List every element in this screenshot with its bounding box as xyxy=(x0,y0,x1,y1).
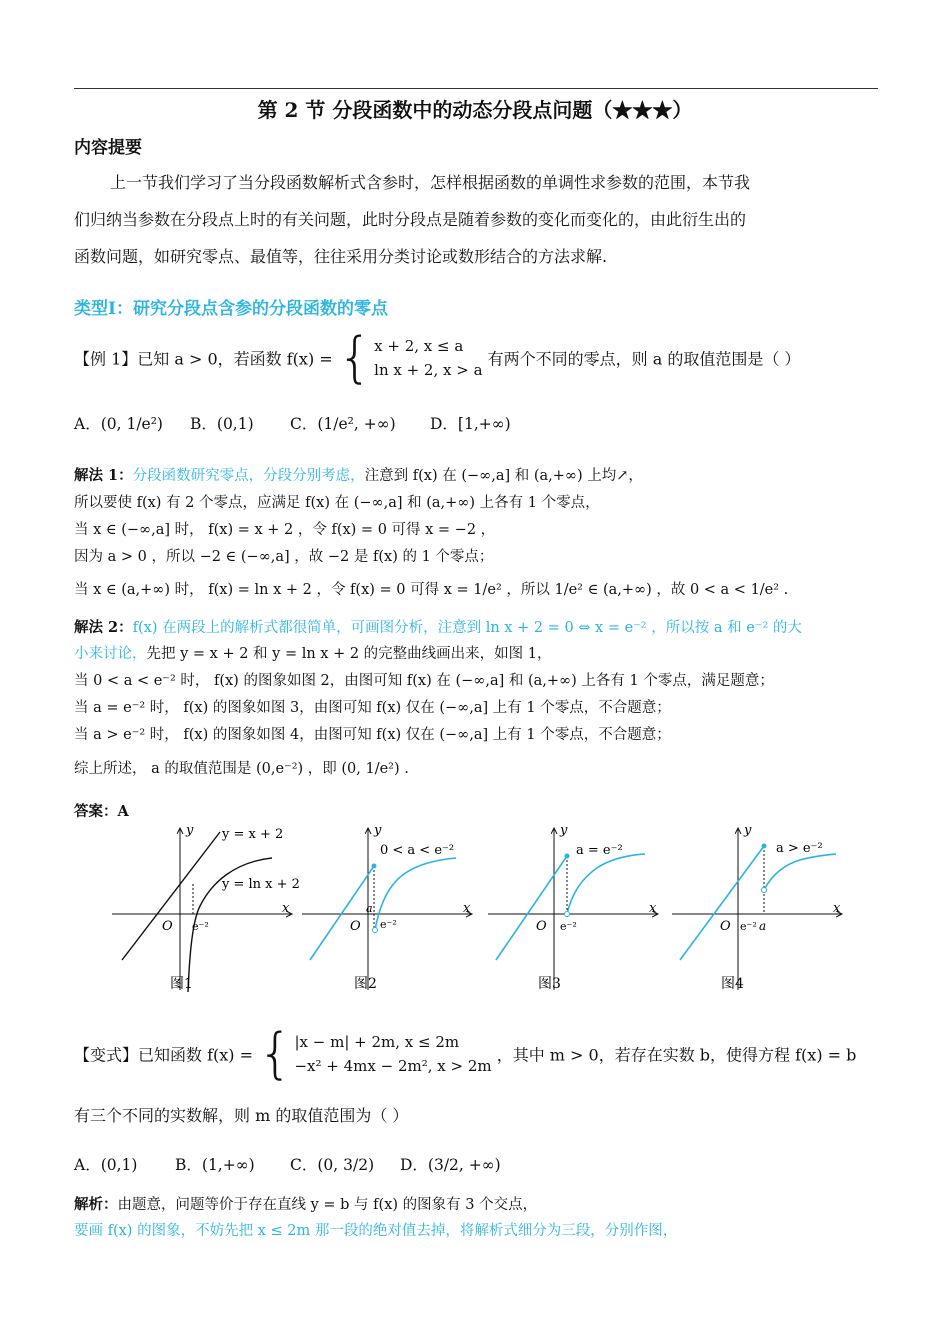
variant-stem-pre: 已知函数 f(x) = xyxy=(138,1045,254,1065)
fig2-em2: e⁻² xyxy=(380,918,397,931)
fig2-condition: 0 < a < e⁻² xyxy=(380,843,455,858)
analysis-line-2: 要画 f(x) 的图象，不妨先把 x ≤ 2m 那一段的绝对值去掉，将解析式细分为三段，分别作图， xyxy=(74,1223,678,1239)
header-rule xyxy=(74,88,878,89)
fig2-y-label: y xyxy=(374,823,382,838)
figure-2 xyxy=(302,823,472,990)
variant-stem-post: ，其中 m > 0，若存在实数 b，使得方程 f(x) = b xyxy=(496,1045,857,1065)
fig4-log-piece xyxy=(764,854,836,890)
example1-stem xyxy=(74,326,801,389)
fig4-em2: e⁻² xyxy=(740,920,757,933)
example1-case-2: ln x + 2, x > a xyxy=(374,361,483,379)
method2-line-2: 当 0 < a < e⁻² 时， f(x) 的图象如图 2，由图可知 f(x) 在 (−∞,a] 和 (a,+∞) 上各有 1 个零点，满足题意； xyxy=(74,673,774,689)
variant-option-c: C．(0, 3/2) xyxy=(290,1156,375,1174)
variant-brace: { xyxy=(258,1022,293,1085)
method2-lead-1: f(x) 在两段上的解析式都很简单，可画图分析，注意到 ln x + 2 = 0 ⇔ x = e⁻² ，所以按 a 和 e⁻² 的大 xyxy=(132,620,802,636)
type1-heading: 类型Ⅰ：研究分段点含参的分段函数的零点 xyxy=(74,299,388,319)
fig2-a: a xyxy=(366,902,373,915)
summary-heading: 内容提要 xyxy=(74,138,142,158)
fig4-y-label: y xyxy=(744,823,752,838)
method1-line-4: 因为 a > 0 ，所以 −2 ∈ (−∞,a] ，故 −2 是 f(x) 的 1 个零点； xyxy=(74,549,494,565)
figure-4 xyxy=(672,823,842,990)
fig4-open-point xyxy=(762,888,767,893)
method1-line-0 xyxy=(74,464,643,485)
fig4-caption: 图4 xyxy=(721,976,744,992)
example1-brace: { xyxy=(337,326,373,389)
example1-option-b: B．(0,1) xyxy=(190,415,254,433)
answer xyxy=(74,800,129,821)
fig3-open-point xyxy=(565,912,570,917)
variant-case-1: |x − m| + 2m, x ≤ 2m xyxy=(294,1033,460,1051)
fig1-line-label: y = x + 2 xyxy=(222,827,284,842)
method2-label: 解法 2： xyxy=(74,619,133,636)
fig2-origin: O xyxy=(350,919,361,934)
variant-case-2: −x² + 4mx − 2m², x > 2m xyxy=(294,1057,492,1075)
example1-stem-pre: 已知 a > 0，若函数 f(x) = xyxy=(137,349,333,369)
fig1-log-label: y = ln x + 2 xyxy=(222,877,300,892)
fig3-origin: O xyxy=(536,919,547,934)
figure-3 xyxy=(488,823,658,990)
example1-case-1: x + 2, x ≤ a xyxy=(374,337,464,355)
example1-label: 【例 1】 xyxy=(74,349,138,369)
fig4-line-piece xyxy=(680,846,767,960)
fig3-log-piece xyxy=(567,854,645,914)
method2-line-3: 当 a = e⁻² 时， f(x) 的图象如图 3，由图可知 f(x) 仅在 (−∞,a] 上有 1 个零点，不合题意； xyxy=(74,700,671,716)
example1-cases xyxy=(374,334,482,382)
variant-option-d: D．(3/2, +∞) xyxy=(400,1156,501,1174)
variant-label: 【变式】 xyxy=(74,1045,139,1065)
example1-stem-post: 有两个不同的零点，则 a 的取值范围是（ ） xyxy=(487,349,801,369)
fig3-x-label: x xyxy=(649,901,657,916)
page-title: 第 2 节 分段函数中的动态分段点问题（★★★） xyxy=(257,98,693,122)
summary-line-1: 上一节我们学习了当分段函数解析式含参时，怎样根据函数的单调性求参数的范围，本节我 xyxy=(110,173,751,192)
fig1-origin: O xyxy=(162,919,173,934)
example1-option-c: C．(1/e², +∞) xyxy=(290,415,396,433)
fig3-closed-point xyxy=(565,854,570,859)
fig3-line-piece xyxy=(496,856,567,960)
method1-line-5: 当 x ∈ (a,+∞) 时， f(x) = ln x + 2 ，令 f(x) = 0 可得 x = 1/e² ，所以 1/e² ∈ (a,+∞) ，故 0 < a < 1/e² . xyxy=(74,582,789,598)
fig3-em2: e⁻² xyxy=(560,920,577,933)
variant-option-b: B．(1,+∞) xyxy=(175,1156,255,1174)
method2-lead-2: 小来讨论， xyxy=(74,646,147,662)
fig4-origin: O xyxy=(720,919,731,934)
method1-text-1: 注意到 f(x) 在 (−∞,a] 和 (a,+∞) 上均↗， xyxy=(364,468,643,484)
method2-text-1: 先把 y = x + 2 和 y = ln x + 2 的完整曲线画出来，如图 1， xyxy=(146,646,552,662)
method2-line-1 xyxy=(74,642,552,663)
figures xyxy=(100,822,850,997)
figure-1 xyxy=(112,823,300,992)
fig1-x-label: x xyxy=(282,901,290,916)
fig2-x-label: x xyxy=(463,901,471,916)
method1-lead: 分段函数研究零点，分段分别考虑， xyxy=(132,468,365,484)
analysis-text-1: 由题意，问题等价于存在直线 y = b 与 f(x) 的图象有 3 个交点， xyxy=(117,1197,538,1213)
example1-option-a: A．(0, 1/e²) xyxy=(74,415,163,433)
analysis-label: 解析： xyxy=(74,1196,118,1213)
answer-value: A xyxy=(117,803,129,820)
fig3-condition: a = e⁻² xyxy=(576,843,623,858)
method1-line-3: 当 x ∈ (−∞,a] 时， f(x) = x + 2 ，令 f(x) = 0 可得 x = −2 ， xyxy=(74,522,496,538)
method2-line-0 xyxy=(74,616,802,637)
variant-cases xyxy=(294,1030,491,1078)
fig1-em2: e⁻² xyxy=(192,920,209,933)
fig2-closed-point xyxy=(372,864,377,869)
fig4-a: a xyxy=(759,919,767,933)
answer-label: 答案： xyxy=(74,803,118,820)
fig3-y-label: y xyxy=(560,823,568,838)
method1-line-2: 所以要使 f(x) 有 2 个零点，应满足 f(x) 在 (−∞,a] 和 (a,+∞) 上各有 1 个零点， xyxy=(74,495,600,511)
variant-stem xyxy=(74,1022,857,1085)
fig4-closed-point xyxy=(762,844,767,849)
example1-option-d: D．[1,+∞) xyxy=(430,415,511,433)
fig2-caption: 图2 xyxy=(354,976,377,992)
variant-option-a: A．(0,1) xyxy=(74,1156,138,1174)
fig4-x-label: x xyxy=(833,901,841,916)
fig1-y-label: y xyxy=(186,823,194,838)
fig1-caption: 图1 xyxy=(170,976,193,992)
method2-line-5: 综上所述， a 的取值范围是 (0,e⁻²) ，即 (0, 1/e²) . xyxy=(74,761,409,777)
fig4-condition: a > e⁻² xyxy=(776,841,823,856)
fig2-line-piece xyxy=(310,866,374,960)
fig2-open-point xyxy=(373,928,378,933)
variant-line-2: 有三个不同的实数解，则 m 的取值范围为（ ） xyxy=(74,1106,409,1125)
method1-label: 解法 1： xyxy=(74,467,133,484)
fig3-caption: 图3 xyxy=(538,976,561,992)
analysis-line-1 xyxy=(74,1193,537,1214)
summary-line-2: 们归纳当参数在分段点上时的有关问题，此时分段点是随着参数的变化而变化的，由此衍生出的 xyxy=(74,210,747,229)
method2-line-4: 当 a > e⁻² 时， f(x) 的图象如图 4，由图可知 f(x) 仅在 (−∞,a] 上有 1 个零点，不合题意； xyxy=(74,727,671,743)
summary-line-3: 函数问题，如研究零点、最值等，往往采用分类讨论或数形结合的方法求解. xyxy=(74,247,608,266)
